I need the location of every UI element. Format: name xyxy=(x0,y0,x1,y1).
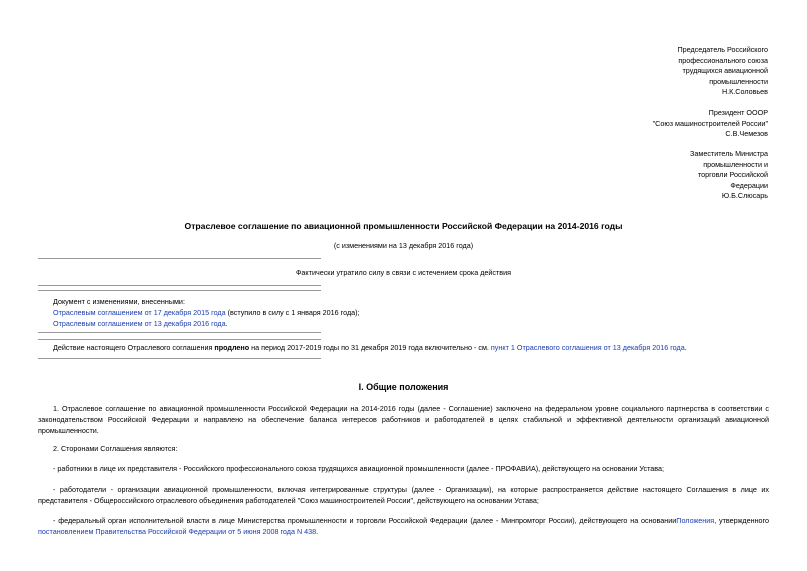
divider xyxy=(38,290,321,291)
section-heading: I. Общие положения xyxy=(358,382,449,392)
change-link-2015[interactable]: Отраслевым соглашением от 17 декабря 2015 года xyxy=(53,308,226,317)
paragraph-5 xyxy=(38,516,769,538)
paragraph-text: - федеральный орган исполнительной власти в лице Министерства промышленности и торговли Российской Федерации (далее - Минпромторг России), действующего на основании xyxy=(53,516,677,525)
extension-text: Действие настоящего Отраслевого соглашения xyxy=(53,343,215,352)
extension-note xyxy=(53,343,687,352)
signature-block-3 xyxy=(690,149,768,202)
divider xyxy=(38,285,321,286)
signature-line: Федерации xyxy=(730,180,768,190)
regulation-link[interactable]: Положения xyxy=(676,516,715,525)
change-link-2016[interactable]: Отраслевым соглашением от 13 декабря 2016 года xyxy=(53,319,226,328)
extension-link[interactable]: пункт 1 Отраслевого соглашения от 13 декабря 2016 года xyxy=(490,343,685,352)
signature-line: Заместитель Министра xyxy=(690,149,768,158)
signature-line: торговли Российской xyxy=(697,170,768,179)
extension-bold: продлено xyxy=(214,343,250,352)
changes-label: Документ с изменениями, внесенными: xyxy=(53,297,185,306)
change-note: . xyxy=(225,319,228,328)
change-item xyxy=(53,307,360,318)
paragraph-text: . xyxy=(316,526,319,536)
change-note: (вступило в силу с 1 января 2016 года); xyxy=(225,308,360,317)
extension-text: . xyxy=(684,343,687,352)
signature-line: профессионального союза xyxy=(678,55,768,65)
paragraph-text: , утвержденного xyxy=(714,516,769,525)
extension-text: на период 2017-2019 годы по 31 декабря 2019 года включительно - см. xyxy=(249,343,491,352)
paragraph-1: 1. Отраслевое соглашение по авиационной промышленности Российской Федерации на 2014-2016 годы (далее - Соглашение) заключено на федеральном уровне социального партнерства в соответствии с законодательством Российской Федерации и направлено на обеспечение баланса интересов работников и работодателей в целях стабильной и эффективной деятельности организаций авиационной промышленности. xyxy=(38,404,769,435)
document-title: Отраслевое соглашение по авиационной промышленности Российской Федерации на 2014-2016 годы xyxy=(184,221,623,231)
signature-block-2 xyxy=(653,108,768,140)
change-item xyxy=(53,318,360,329)
signature-line: промышленности и xyxy=(703,159,768,169)
divider xyxy=(38,332,321,333)
signature-line: трудящихся авиационной xyxy=(682,66,768,75)
divider xyxy=(38,258,321,259)
document-status: Фактически утратило силу в связи с истечением срока действия xyxy=(295,268,512,277)
decree-link[interactable]: постановлением Правительства Российской Федерации от 5 июня 2008 года N 438 xyxy=(38,526,317,536)
document-subtitle: (с изменениями на 13 декабря 2016 года) xyxy=(333,241,474,250)
divider xyxy=(38,339,321,340)
paragraph-3: - работники в лице их представителя - Российского профессионального союза трудящихся авиационной промышленности (далее - ПРОФАВИА), действующего на основании Устава; xyxy=(53,464,665,473)
signature-name: Н.К.Соловьев xyxy=(721,87,768,96)
divider xyxy=(38,358,321,359)
signature-line: "Союз машиностроителей России" xyxy=(652,118,768,128)
signature-name: С.В.Чемезов xyxy=(725,129,768,138)
signature-block-1 xyxy=(677,45,768,98)
signature-name: Ю.Б.Слюсарь xyxy=(721,191,768,200)
signature-line: Председатель Российского xyxy=(677,45,768,54)
signature-line: промышленности xyxy=(709,76,768,86)
paragraph-2: 2. Сторонами Соглашения являются: xyxy=(53,444,178,453)
changes-block xyxy=(53,296,360,329)
signature-line: Президент ООOР xyxy=(708,108,768,117)
paragraph-4: - работодатели - организации авиационной промышленности, включая интегрированные структуры (далее - Организации), на которые распространяется действие настоящего Соглашения в лице их представителя - Общероссийского отраслевого объединения работодателей "Союз машиностроителей России", действующего на основании Устава; xyxy=(38,485,769,505)
